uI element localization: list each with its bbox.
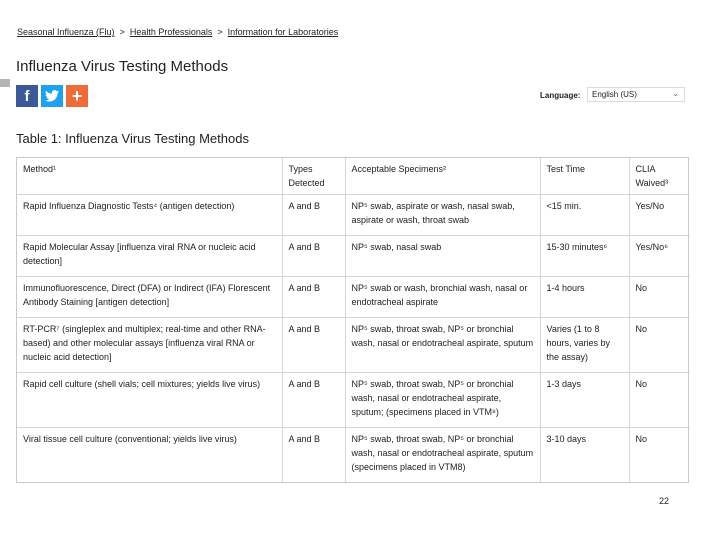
add-share-button[interactable] bbox=[66, 85, 88, 107]
breadcrumb-link-health-professionals[interactable]: Health Professionals bbox=[129, 27, 213, 37]
cell-test-time: 15-30 minutes⁶ bbox=[540, 235, 629, 276]
column-header-test-time: Test Time bbox=[540, 158, 629, 194]
left-edge-tab bbox=[0, 79, 10, 87]
cell-types-detected: A and B bbox=[282, 276, 345, 317]
cell-test-time: Varies (1 to 8 hours, varies by the assay) bbox=[540, 317, 629, 372]
social-share-bar bbox=[16, 85, 88, 107]
breadcrumb-separator: > bbox=[119, 27, 125, 37]
cell-types-detected: A and B bbox=[282, 317, 345, 372]
cell-clia-waived: Yes/No⁶ bbox=[629, 235, 690, 276]
plus-icon: + bbox=[71, 85, 83, 106]
cell-clia-waived: Yes/No bbox=[629, 194, 690, 235]
table-row bbox=[17, 194, 690, 235]
table-row bbox=[17, 317, 690, 372]
testing-methods-table bbox=[16, 157, 689, 483]
breadcrumb-link-seasonal-influenza[interactable]: Seasonal Influenza (Flu) bbox=[17, 27, 115, 37]
cell-method: RT-PCR⁷ (singleplex and multiplex; real-time and other RNA-based) and other molecular assays [influenza viral RNA or nucleic acid detection] bbox=[17, 317, 282, 372]
cell-clia-waived: No bbox=[629, 276, 690, 317]
table-header-row bbox=[17, 158, 690, 194]
cell-test-time: 1-3 days bbox=[540, 372, 629, 427]
breadcrumb-separator: > bbox=[217, 27, 223, 37]
twitter-share-button[interactable] bbox=[41, 85, 63, 107]
cell-types-detected: A and B bbox=[282, 194, 345, 235]
table-title: Table 1: Influenza Virus Testing Methods bbox=[16, 131, 249, 146]
table-row bbox=[17, 235, 690, 276]
cell-test-time: <15 min. bbox=[540, 194, 629, 235]
cell-clia-waived: No bbox=[635, 433, 648, 444]
cell-test-time: 1-4 hours bbox=[540, 276, 629, 317]
facebook-share-button[interactable] bbox=[16, 85, 38, 107]
table-row bbox=[17, 372, 690, 427]
cell-acceptable-specimens: NP⁵ swab, aspirate or wash, nasal swab, aspirate or wash, throat swab bbox=[345, 194, 540, 235]
language-select[interactable] bbox=[587, 87, 685, 102]
cell-method: Viral tissue cell culture (conventional; yields live virus) bbox=[17, 427, 282, 482]
page-number: 22 bbox=[659, 496, 670, 506]
cell-method: Rapid cell culture (shell vials; cell mixtures; yields live virus) bbox=[17, 372, 282, 427]
column-header-clia-waived: CLIA Waived³ bbox=[629, 158, 690, 194]
column-header-types-detected: Types Detected bbox=[282, 158, 345, 194]
column-header-method: Method¹ bbox=[17, 158, 282, 194]
cell-types-detected: A and B bbox=[282, 372, 345, 427]
table-row bbox=[17, 276, 690, 317]
language-label: Language: bbox=[540, 91, 581, 100]
cell-acceptable-specimens: NP⁵ swab, throat swab, NP⁵ or bronchial wash, nasal or endotracheal aspirate, sputum (specimens placed in VTM8) bbox=[345, 427, 540, 482]
cell-method: Rapid Influenza Diagnostic Tests⁴ (antigen detection) bbox=[17, 194, 282, 235]
language-selected-value: English (US) bbox=[592, 90, 637, 99]
chevron-down-icon: ⌄ bbox=[672, 89, 679, 98]
cell-clia-waived: No bbox=[629, 317, 690, 372]
cell-types-detected: A and B bbox=[282, 427, 345, 482]
cell-types-detected: A and B bbox=[282, 235, 345, 276]
facebook-icon: f bbox=[24, 87, 30, 105]
twitter-icon bbox=[45, 90, 59, 102]
cell-acceptable-specimens: NP⁵ swab, throat swab, NP⁵ or bronchial wash, nasal or endotracheal aspirate, sputum bbox=[345, 317, 540, 372]
cell-clia-waived: No bbox=[629, 372, 690, 427]
cell-acceptable-specimens: NP⁵ swab, nasal swab bbox=[345, 235, 540, 276]
cell-acceptable-specimens: NP⁵ swab, throat swab, NP⁵ or bronchial wash, nasal or endotracheal aspirate, sputum; (specimens placed in VTM⁸) bbox=[345, 372, 540, 427]
breadcrumb bbox=[17, 27, 338, 37]
table-row bbox=[17, 427, 690, 482]
cell-method: Rapid Molecular Assay [influenza viral RNA or nucleic acid detection] bbox=[17, 235, 282, 276]
page-title: Influenza Virus Testing Methods bbox=[16, 58, 229, 75]
breadcrumb-link-information-for-laboratories[interactable]: Information for Laboratories bbox=[227, 27, 339, 37]
cell-acceptable-specimens: NP⁵ swab or wash, bronchial wash, nasal or endotracheal aspirate bbox=[345, 276, 540, 317]
column-header-acceptable-specimens: Acceptable Specimens² bbox=[345, 158, 540, 194]
cell-test-time: 3-10 days bbox=[540, 427, 629, 482]
cell-method: Immunofluorescence, Direct (DFA) or Indirect (IFA) Florescent Antibody Staining [antigen detection] bbox=[17, 276, 282, 317]
